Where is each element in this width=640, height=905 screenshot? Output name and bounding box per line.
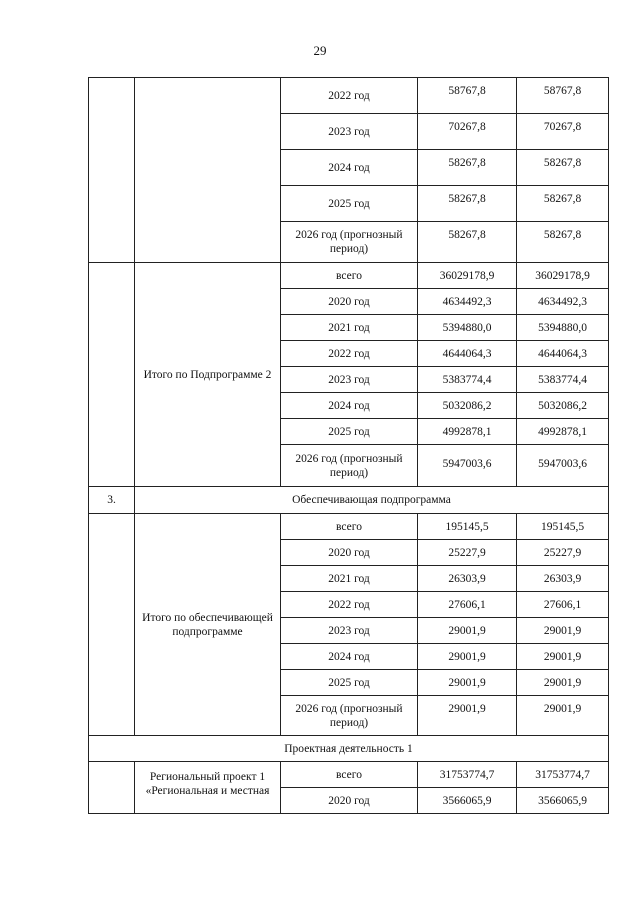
- year-cell: 2022 год: [281, 341, 418, 367]
- value-cell: 5947003,6: [517, 445, 609, 487]
- value-cell: 58267,8: [517, 186, 609, 222]
- year-cell: 2021 год: [281, 315, 418, 341]
- year-cell: 2025 год: [281, 186, 418, 222]
- table-row: [89, 736, 609, 762]
- table-row: [89, 263, 609, 289]
- year-cell: 2022 год: [281, 78, 418, 114]
- year-cell: 2026 год (прогнозный период): [281, 445, 418, 487]
- value-cell: 195145,5: [517, 514, 609, 540]
- value-cell: 31753774,7: [418, 762, 517, 788]
- year-cell: всего: [281, 762, 418, 788]
- subprogram-2-total-label: Итого по Подпрограмме 2: [135, 263, 281, 487]
- value-cell: 31753774,7: [517, 762, 609, 788]
- value-cell: 29001,9: [517, 644, 609, 670]
- year-cell: 2020 год: [281, 540, 418, 566]
- value-cell: 29001,9: [517, 618, 609, 644]
- value-cell: 58267,8: [418, 150, 517, 186]
- value-cell: 58267,8: [418, 222, 517, 263]
- year-cell: 2026 год (прогнозный период): [281, 222, 418, 263]
- index-cell: [89, 263, 135, 487]
- value-cell: 5947003,6: [418, 445, 517, 487]
- budget-table: [88, 77, 609, 814]
- value-cell: 5032086,2: [418, 393, 517, 419]
- year-cell: 2022 год: [281, 592, 418, 618]
- value-cell: 29001,9: [517, 696, 609, 736]
- value-cell: 36029178,9: [418, 263, 517, 289]
- section-index: 3.: [89, 487, 135, 514]
- value-cell: 5383774,4: [517, 367, 609, 393]
- value-cell: 70267,8: [517, 114, 609, 150]
- year-cell: 2026 год (прогнозный период): [281, 696, 418, 736]
- index-cell: [89, 514, 135, 736]
- year-cell: 2025 год: [281, 670, 418, 696]
- value-cell: 58267,8: [517, 150, 609, 186]
- value-cell: 5394880,0: [517, 315, 609, 341]
- project-section-title: Проектная деятельность 1: [89, 736, 609, 762]
- value-cell: 4644064,3: [418, 341, 517, 367]
- year-cell: 2023 год: [281, 367, 418, 393]
- table-row: [89, 762, 609, 788]
- table-row: [89, 487, 609, 514]
- year-cell: 2025 год: [281, 419, 418, 445]
- value-cell: 195145,5: [418, 514, 517, 540]
- year-cell: 2024 год: [281, 393, 418, 419]
- value-cell: 5383774,4: [418, 367, 517, 393]
- year-cell: 2023 год: [281, 114, 418, 150]
- year-cell: 2024 год: [281, 150, 418, 186]
- value-cell: 4634492,3: [418, 289, 517, 315]
- value-cell: 4992878,1: [418, 419, 517, 445]
- value-cell: 29001,9: [517, 670, 609, 696]
- label-cell: [135, 78, 281, 263]
- year-cell: 2020 год: [281, 289, 418, 315]
- value-cell: 58767,8: [418, 78, 517, 114]
- table-row: [89, 514, 609, 540]
- value-cell: 29001,9: [418, 618, 517, 644]
- value-cell: 29001,9: [418, 644, 517, 670]
- support-total-label: Итого по обеспечивающей подпрограмме: [135, 514, 281, 736]
- value-cell: 5032086,2: [517, 393, 609, 419]
- value-cell: 58267,8: [517, 222, 609, 263]
- value-cell: 25227,9: [418, 540, 517, 566]
- section-title: Обеспечивающая подпрограмма: [135, 487, 609, 514]
- value-cell: 58267,8: [418, 186, 517, 222]
- value-cell: 3566065,9: [418, 788, 517, 814]
- value-cell: 27606,1: [418, 592, 517, 618]
- value-cell: 5394880,0: [418, 315, 517, 341]
- value-cell: 58767,8: [517, 78, 609, 114]
- value-cell: 4644064,3: [517, 341, 609, 367]
- value-cell: 29001,9: [418, 696, 517, 736]
- year-cell: 2021 год: [281, 566, 418, 592]
- value-cell: 4992878,1: [517, 419, 609, 445]
- year-cell: всего: [281, 263, 418, 289]
- year-cell: 2023 год: [281, 618, 418, 644]
- index-cell: [89, 762, 135, 814]
- index-cell: [89, 78, 135, 263]
- value-cell: 70267,8: [418, 114, 517, 150]
- year-cell: всего: [281, 514, 418, 540]
- value-cell: 25227,9: [517, 540, 609, 566]
- value-cell: 27606,1: [517, 592, 609, 618]
- value-cell: 29001,9: [418, 670, 517, 696]
- value-cell: 36029178,9: [517, 263, 609, 289]
- table-row: [89, 78, 609, 114]
- value-cell: 3566065,9: [517, 788, 609, 814]
- value-cell: 26303,9: [517, 566, 609, 592]
- value-cell: 26303,9: [418, 566, 517, 592]
- page-number: 29: [313, 43, 327, 58]
- year-cell: 2024 год: [281, 644, 418, 670]
- value-cell: 4634492,3: [517, 289, 609, 315]
- year-cell: 2020 год: [281, 788, 418, 814]
- regional-project-label: Региональный проект 1 «Региональная и местная: [135, 762, 281, 814]
